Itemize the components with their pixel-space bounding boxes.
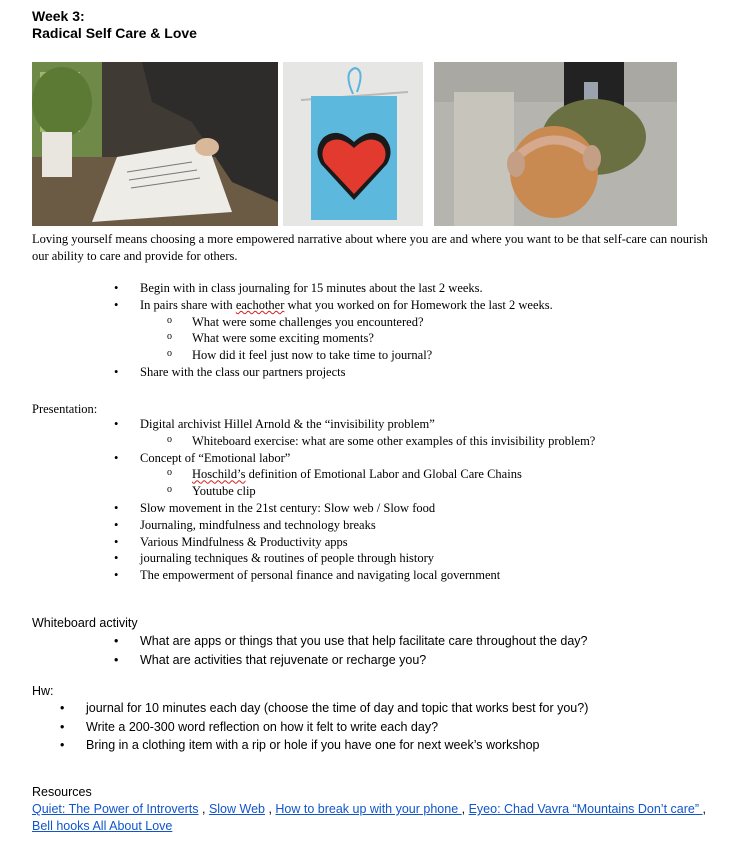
list-item: • Various Mindfulness & Productivity apps: [140, 534, 595, 551]
whiteboard-heading: Whiteboard activity: [32, 616, 138, 630]
list-item: o Whiteboard exercise: what are some other examples of this invisibility problem?: [192, 433, 595, 450]
list-item: • In pairs share with eachother what you worked on for Homework the last 2 weeks.: [140, 297, 553, 314]
misspelled-word: eachother: [235, 297, 285, 312]
resource-link-quiet[interactable]: Quiet: The Power of Introverts: [32, 802, 199, 816]
agenda-list: [140, 280, 553, 381]
misspelled-word: Hoschild’s: [192, 467, 246, 482]
list-item: o What were some challenges you encountered?: [192, 314, 553, 331]
list-item: • Concept of “Emotional labor”: [140, 450, 595, 467]
list-item: • Journaling, mindfulness and technology breaks: [140, 517, 595, 534]
knitted-heart-photo: [283, 62, 423, 226]
resource-link-bell-hooks[interactable]: Bell hooks All About Love: [32, 819, 173, 833]
list-item: o What were some exciting moments?: [192, 330, 553, 347]
resource-link-slow-web[interactable]: Slow Web: [208, 802, 265, 816]
list-item: • Write a 200-300 word reflection on how it felt to write each day?: [86, 718, 588, 737]
list-item: • journal for 10 minutes each day (choose the time of day and topic that works best for you?): [86, 699, 588, 718]
list-item: • Begin with in class journaling for 15 minutes about the last 2 weeks.: [140, 280, 553, 297]
list-item: • Slow movement in the 21st century: Slow web / Slow food: [140, 500, 595, 517]
session-title: Radical Self Care & Love: [32, 25, 197, 41]
list-item: • journaling techniques & routines of people through history: [140, 550, 595, 567]
document-title: [32, 8, 197, 42]
homework-heading: Hw:: [32, 684, 54, 698]
resources-links: Quiet: The Power of Introverts , Slow Web , How to break up with your phone , Eyeo: Chad Vavra “Mountains Don’t care” , Bell hooks All About Love: [32, 802, 706, 833]
resources-heading: Resources: [32, 785, 92, 799]
person-journaling-photo: [32, 62, 278, 226]
presentation-heading: Presentation:: [32, 402, 98, 416]
resource-link-break-up-phone[interactable]: How to break up with your phone: [275, 802, 462, 816]
presentation-list: [140, 416, 595, 584]
list-item: o How did it feel just now to take time to journal?: [192, 347, 553, 364]
week-label: Week 3:: [32, 8, 85, 24]
person-headphones-photo: [434, 62, 677, 226]
list-item: o Hoschild’s definition of Emotional Labor and Global Care Chains: [192, 466, 595, 483]
list-item: o Youtube clip: [192, 483, 595, 500]
intro-paragraph: Loving yourself means choosing a more empowered narrative about where you are and where you want to be that self-care can nourish our ability to care and provide for others.: [32, 232, 708, 263]
list-item: • What are apps or things that you use that help facilitate care throughout the day?: [140, 632, 588, 651]
list-item: • Digital archivist Hillel Arnold & the “invisibility problem”: [140, 416, 595, 433]
list-item: • Bring in a clothing item with a rip or hole if you have one for next week’s workshop: [86, 736, 588, 755]
list-item: • Share with the class our partners projects: [140, 364, 553, 381]
whiteboard-list: [140, 632, 588, 669]
list-item: • What are activities that rejuvenate or recharge you?: [140, 651, 588, 670]
homework-list: [86, 699, 588, 755]
resource-link-eyeo[interactable]: Eyeo: Chad Vavra “Mountains Don’t care”: [468, 802, 703, 816]
list-item: • The empowerment of personal finance and navigating local government: [140, 567, 595, 584]
